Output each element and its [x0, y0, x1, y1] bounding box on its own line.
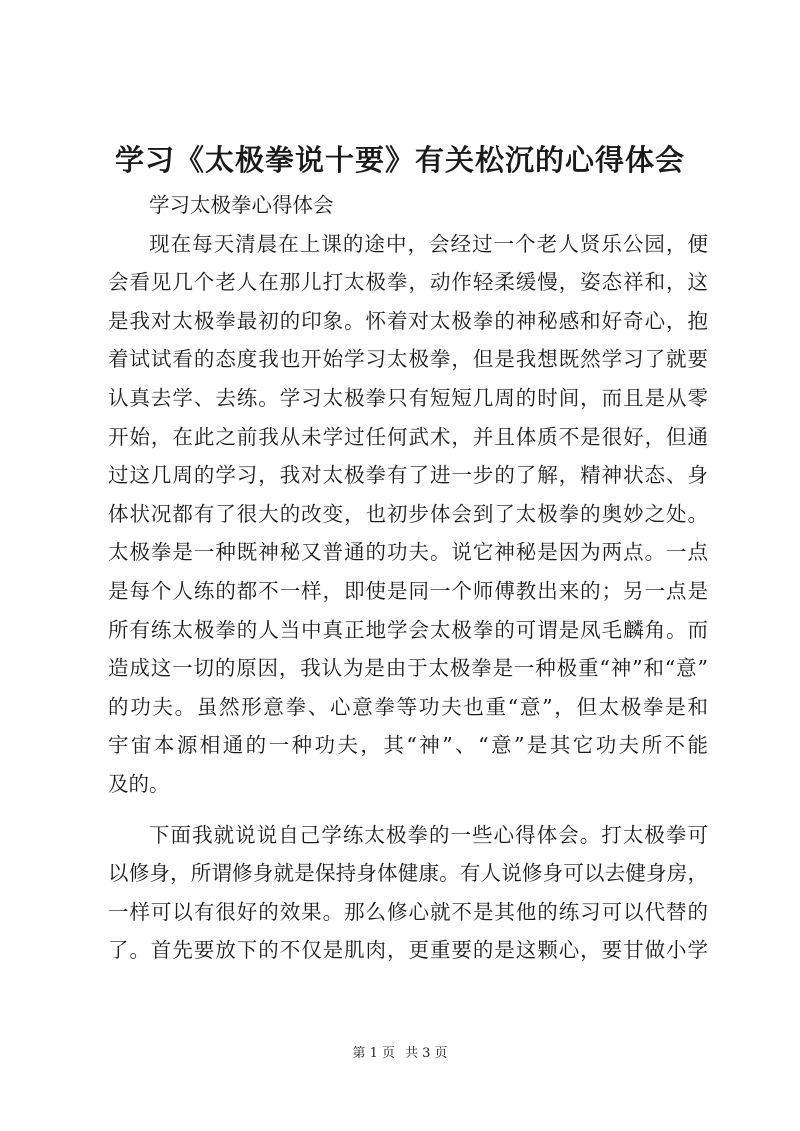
- paragraph-2: [108, 816, 708, 970]
- paragraph-line: 造成这一切的原因，我认为是由于太极拳是一种极重“神”和“意”: [108, 656, 708, 681]
- page-total: 共 3 页: [405, 1046, 448, 1061]
- paragraph-line: 着试试看的态度我也开始学习太极拳，但是我想既然学习了就要: [108, 347, 708, 372]
- paragraph-line: 开始，在此之前我从未学过任何武术，并且体质不是很好，但通: [108, 424, 708, 449]
- paragraph-line: 宇宙本源相通的一种功夫，其“神”、“意”是其它功夫所不能: [108, 733, 708, 758]
- subtitle: 学习太极拳心得体会: [149, 193, 334, 217]
- paragraph-line: 所有练太极拳的人当中真正地学会太极拳的可谓是凤毛麟角。而: [108, 617, 708, 642]
- page-footer: [0, 1044, 800, 1064]
- paragraph-line: 及的。: [108, 771, 170, 796]
- paragraph-line: 下面我就说说自己学练太极拳的一些心得体会。打太极拳可: [149, 822, 708, 847]
- paragraph-line: 的功夫。虽然形意拳、心意拳等功夫也重“意”，但太极拳是和: [108, 694, 708, 719]
- page-number: 第 1 页: [352, 1046, 395, 1061]
- paragraph-line: 了。首先要放下的不仅是肌肉，更重要的是这颗心，要甘做小学: [108, 938, 708, 963]
- paragraph-line: 是我对太极拳最初的印象。怀着对太极拳的神秘感和好奇心，抱: [108, 308, 708, 333]
- paragraph-line: 认真去学、去练。学习太极拳只有短短几周的时间，而且是从零: [108, 385, 708, 410]
- paragraph-1: [108, 225, 708, 804]
- paragraph-line: 一样可以有很好的效果。那么修心就不是其他的练习可以代替的: [108, 899, 708, 924]
- paragraph-line: 会看见几个老人在那儿打太极拳，动作轻柔缓慢，姿态祥和，这: [108, 270, 708, 295]
- paragraph-spacer: [108, 804, 708, 816]
- document-body: [108, 186, 708, 970]
- paragraph-line: 是每个人练的都不一样，即使是同一个师傅教出来的；另一点是: [108, 578, 708, 603]
- paragraph-line: 体状况都有了很大的改变，也初步体会到了太极拳的奥妙之处。: [108, 501, 708, 526]
- paragraph-line: 过这几周的学习，我对太极拳有了进一步的了解，精神状态、身: [108, 463, 708, 488]
- paragraph-line: 现在每天清晨在上课的途中，会经过一个老人贤乐公园，便: [149, 231, 708, 256]
- paragraph-line: 以修身，所谓修身就是保持身体健康。有人说修身可以去健身房，: [108, 861, 708, 886]
- document-title: 学习《太极拳说十要》有关松沉的心得体会: [114, 143, 685, 177]
- paragraph-line: 太极拳是一种既神秘又普通的功夫。说它神秘是因为两点。一点: [108, 540, 708, 565]
